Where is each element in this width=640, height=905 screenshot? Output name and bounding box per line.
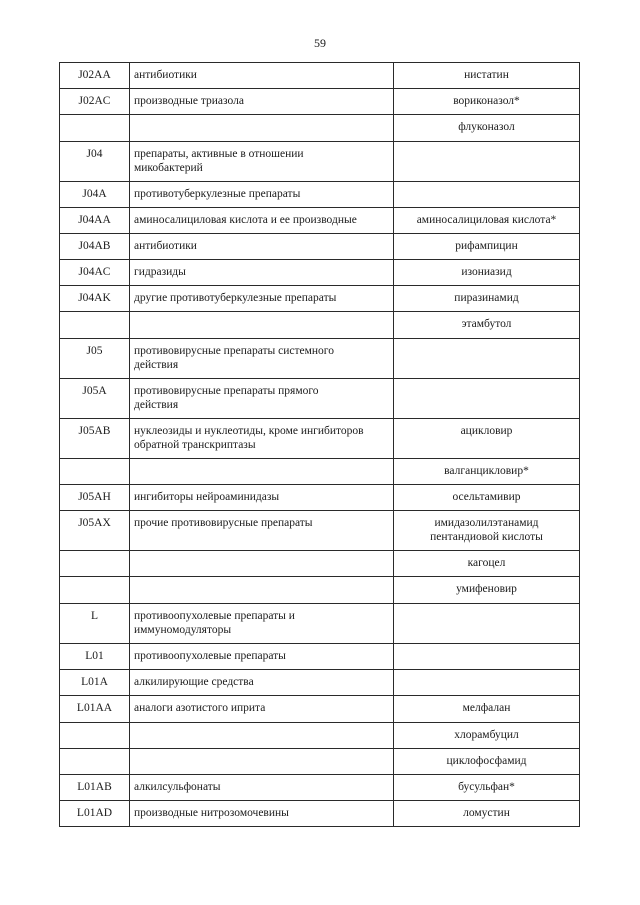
drug-text-line: пентандиовой кислоты bbox=[430, 531, 543, 543]
group-text-line: алкилирующие средства bbox=[134, 676, 254, 688]
atc-code-cell: J04 bbox=[60, 142, 130, 182]
pharmacological-group-cell bbox=[130, 577, 394, 604]
pharmacological-group-cell bbox=[130, 485, 394, 511]
drug-name-cell bbox=[394, 775, 580, 801]
table-row bbox=[60, 670, 580, 696]
atc-code-cell: J05AX bbox=[60, 511, 130, 551]
drug-name-cell bbox=[394, 419, 580, 459]
pharmacological-group-cell bbox=[130, 89, 394, 115]
drug-name-cell bbox=[394, 339, 580, 379]
drug-text-line: осельтамивир bbox=[452, 491, 521, 503]
table-row bbox=[60, 312, 580, 339]
drug-name-cell bbox=[394, 485, 580, 511]
drug-text-line: валганцикловир* bbox=[444, 465, 529, 477]
table-row bbox=[60, 260, 580, 286]
group-text-line: препараты, активные в отношении bbox=[134, 148, 304, 160]
pharmacological-group-cell bbox=[130, 339, 394, 379]
table-row bbox=[60, 115, 580, 142]
drug-name-cell bbox=[394, 511, 580, 551]
drug-text-line: пиразинамид bbox=[454, 292, 519, 304]
drug-name-cell bbox=[394, 551, 580, 577]
group-text-line: производные нитрозомочевины bbox=[134, 807, 289, 819]
atc-code-cell bbox=[60, 459, 130, 485]
atc-code-cell: J04AC bbox=[60, 260, 130, 286]
group-text-line: обратной транскриптазы bbox=[134, 439, 256, 451]
atc-code-cell: L01AA bbox=[60, 696, 130, 723]
atc-code-cell: J05AB bbox=[60, 419, 130, 459]
atc-code-cell: J04AA bbox=[60, 208, 130, 234]
pharmacological-group-cell bbox=[130, 511, 394, 551]
table-row bbox=[60, 89, 580, 115]
group-text-line: нуклеозиды и нуклеотиды, кроме ингибиторов bbox=[134, 425, 364, 437]
drug-name-cell bbox=[394, 459, 580, 485]
pharmacological-group-cell bbox=[130, 696, 394, 723]
table-row bbox=[60, 696, 580, 723]
atc-code-cell: J04A bbox=[60, 182, 130, 208]
drug-name-cell bbox=[394, 696, 580, 723]
drug-name-cell bbox=[394, 604, 580, 644]
drug-name-cell bbox=[394, 749, 580, 775]
atc-code-cell: L01A bbox=[60, 670, 130, 696]
drug-name-cell bbox=[394, 312, 580, 339]
group-text-line: антибиотики bbox=[134, 69, 197, 81]
table-row bbox=[60, 182, 580, 208]
table-row bbox=[60, 511, 580, 551]
drug-text-line: этамбутол bbox=[461, 318, 512, 330]
drug-name-cell bbox=[394, 142, 580, 182]
table-row bbox=[60, 604, 580, 644]
drug-name-cell bbox=[394, 115, 580, 142]
table-row bbox=[60, 485, 580, 511]
pharmacological-group-cell bbox=[130, 670, 394, 696]
pharmacological-group-cell bbox=[130, 234, 394, 260]
drug-text-line: вориконазол* bbox=[453, 95, 520, 107]
drug-name-cell bbox=[394, 723, 580, 749]
drug-text-line: циклофосфамид bbox=[446, 755, 527, 767]
pharmacological-group-cell bbox=[130, 459, 394, 485]
group-text-line: противотуберкулезные препараты bbox=[134, 188, 301, 200]
group-text-line: противоопухолевые препараты и bbox=[134, 610, 295, 622]
drug-text-line: ацикловир bbox=[460, 425, 513, 437]
group-text-line: ингибиторы нейроаминидазы bbox=[134, 491, 280, 503]
drug-text-line: рифампицин bbox=[455, 240, 518, 252]
group-text-line: производные триазола bbox=[134, 95, 244, 107]
table-row bbox=[60, 208, 580, 234]
group-text-line: прочие противовирусные препараты bbox=[134, 517, 313, 529]
atc-code-cell: L01AD bbox=[60, 801, 130, 827]
pharmacological-group-cell bbox=[130, 63, 394, 89]
pharmacological-group-cell bbox=[130, 115, 394, 142]
drug-name-cell bbox=[394, 379, 580, 419]
drug-classification-table bbox=[59, 62, 580, 827]
group-text-line: микобактерий bbox=[134, 162, 203, 174]
page-number: 59 bbox=[314, 36, 326, 50]
pharmacological-group-cell bbox=[130, 604, 394, 644]
drug-text-line: мелфалан bbox=[462, 702, 511, 714]
drug-text-line: ломустин bbox=[463, 807, 510, 819]
atc-code-cell bbox=[60, 723, 130, 749]
drug-name-cell bbox=[394, 801, 580, 827]
atc-code-cell bbox=[60, 749, 130, 775]
pharmacological-group-cell bbox=[130, 644, 394, 670]
group-text-line: аналоги азотистого иприта bbox=[134, 702, 266, 714]
group-text-line: действия bbox=[134, 359, 179, 371]
drug-name-cell bbox=[394, 63, 580, 89]
group-text-line: алкилсульфонаты bbox=[134, 781, 221, 793]
drug-name-cell bbox=[394, 89, 580, 115]
table-row bbox=[60, 63, 580, 89]
group-text-line: другие противотуберкулезные препараты bbox=[134, 292, 337, 304]
drug-text-line: флуконазол bbox=[458, 121, 515, 133]
atc-code-cell: J05AH bbox=[60, 485, 130, 511]
pharmacological-group-cell bbox=[130, 801, 394, 827]
drug-name-cell bbox=[394, 260, 580, 286]
group-text-line: противовирусные препараты прямого bbox=[134, 385, 319, 397]
drug-text-line: хлорамбуцил bbox=[454, 729, 519, 741]
group-text-line: действия bbox=[134, 399, 179, 411]
atc-code-cell bbox=[60, 551, 130, 577]
pharmacological-group-cell bbox=[130, 749, 394, 775]
drug-name-cell bbox=[394, 234, 580, 260]
table-row bbox=[60, 379, 580, 419]
drug-text-line: нистатин bbox=[464, 69, 509, 81]
atc-code-cell: L01AB bbox=[60, 775, 130, 801]
drug-name-cell bbox=[394, 286, 580, 312]
atc-code-cell bbox=[60, 115, 130, 142]
table-row bbox=[60, 459, 580, 485]
pharmacological-group-cell bbox=[130, 775, 394, 801]
atc-code-cell: J02AA bbox=[60, 63, 130, 89]
pharmacological-group-cell bbox=[130, 379, 394, 419]
atc-code-cell bbox=[60, 312, 130, 339]
drug-text-line: бусульфан* bbox=[458, 781, 515, 793]
pharmacological-group-cell bbox=[130, 551, 394, 577]
pharmacological-group-cell bbox=[130, 182, 394, 208]
atc-code-cell: L01 bbox=[60, 644, 130, 670]
pharmacological-group-cell bbox=[130, 286, 394, 312]
atc-code-cell: J05 bbox=[60, 339, 130, 379]
group-text-line: иммуномодуляторы bbox=[134, 624, 232, 636]
drug-text-line: кагоцел bbox=[467, 557, 506, 569]
atc-code-cell: J02AC bbox=[60, 89, 130, 115]
table-row bbox=[60, 419, 580, 459]
pharmacological-group-cell bbox=[130, 208, 394, 234]
group-text-line: противоопухолевые препараты bbox=[134, 650, 286, 662]
table-row bbox=[60, 577, 580, 604]
pharmacological-group-cell bbox=[130, 723, 394, 749]
atc-code-cell: J04AK bbox=[60, 286, 130, 312]
group-text-line: гидразиды bbox=[134, 266, 186, 278]
table-row bbox=[60, 723, 580, 749]
drug-name-cell bbox=[394, 644, 580, 670]
group-text-line: противовирусные препараты системного bbox=[134, 345, 334, 357]
table-body bbox=[60, 63, 580, 827]
drug-name-cell bbox=[394, 208, 580, 234]
drug-name-cell bbox=[394, 182, 580, 208]
atc-code-cell: J04AB bbox=[60, 234, 130, 260]
table-row bbox=[60, 775, 580, 801]
table-row bbox=[60, 749, 580, 775]
pharmacological-group-cell bbox=[130, 312, 394, 339]
pharmacological-group-cell bbox=[130, 142, 394, 182]
table-row bbox=[60, 234, 580, 260]
pharmacological-group-cell bbox=[130, 260, 394, 286]
table-row bbox=[60, 644, 580, 670]
group-text-line: антибиотики bbox=[134, 240, 197, 252]
drug-text-line: изониазид bbox=[461, 266, 512, 278]
drug-name-cell bbox=[394, 577, 580, 604]
group-text-line: аминосалициловая кислота и ее производные bbox=[134, 214, 357, 226]
atc-code-cell: L bbox=[60, 604, 130, 644]
table-row bbox=[60, 339, 580, 379]
table-row bbox=[60, 286, 580, 312]
atc-code-cell bbox=[60, 577, 130, 604]
table-row bbox=[60, 142, 580, 182]
table-row bbox=[60, 801, 580, 827]
drug-text-line: аминосалициловая кислота* bbox=[416, 214, 557, 226]
atc-code-cell: J05A bbox=[60, 379, 130, 419]
pharmacological-group-cell bbox=[130, 419, 394, 459]
drug-text-line: умифеновир bbox=[456, 583, 517, 595]
table-row bbox=[60, 551, 580, 577]
drug-text-line: имидазолилэтанамид bbox=[434, 517, 539, 529]
drug-name-cell bbox=[394, 670, 580, 696]
